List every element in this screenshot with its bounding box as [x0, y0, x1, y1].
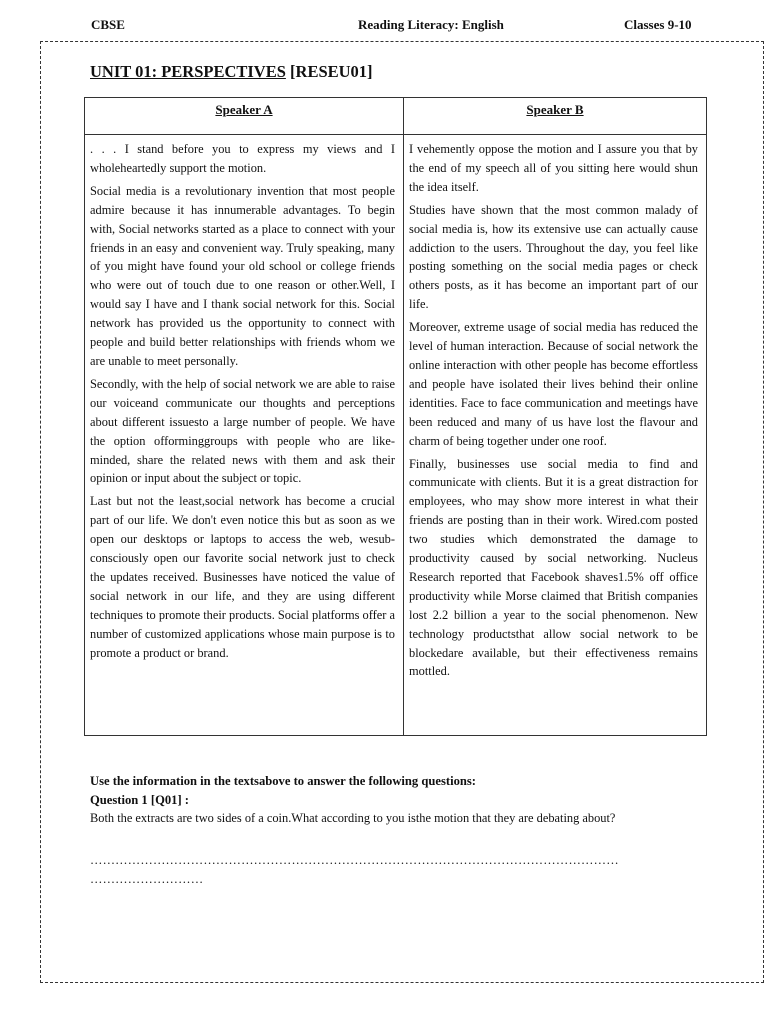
speaker-b-paragraph: I vehemently oppose the motion and I assure you that by the end of my speech all of you sitting here would shun the idea itself.	[409, 142, 698, 194]
speaker-b-heading: Speaker B	[404, 98, 707, 135]
speaker-b-paragraph: Finally, businesses use social media to find and communicate with clients. But it is a great distraction for employees, who may show more interest in what their friends are posting than in their work. Wired.com posted two studies which demonstrated the damage to productivity caused by social networking. Nucleus Research reported that Facebook shaves1.5% off office productivity while Morse claimed that British companies lost 2.2 billion a year to the social phenomenon. New technology productsthat allow social network to be blockedare available, but their effectiveness remains mottled.	[409, 456, 698, 679]
speaker-b-paragraph: Studies have shown that the most common malady of social media is, how its extensive use can actually cause addiction to the users. Throughout the day, you feel like posting something on the social media pages or check others posts, as it has become an important part of our life.	[409, 202, 698, 312]
speaker-a-cell	[85, 135, 404, 736]
speaker-a-heading: Speaker A	[85, 98, 404, 135]
answer-line: ………………………………………………………………………………………………………………	[90, 853, 619, 867]
unit-title-text: UNIT 01: PERSPECTIVES	[90, 62, 286, 81]
question-1-text: Both the extracts are two sides of a coin.What according to you isthe motion that they are debating about?	[90, 811, 616, 825]
header-classes: Classes 9-10	[624, 17, 692, 32]
speaker-a-paragraph: Secondly, with the help of social network we are able to raise our voiceand communicate our thoughts and perceptions about different issuesto a large number of people. We have the option offorminggroups with people who are like-minded, share the related news with them and ask their opinion or input about the subject or topic.	[90, 376, 395, 486]
speaker-b-paragraph: Moreover, extreme usage of social media has reduced the level of human interaction. Because of social network the online interaction with other people has become effortless and people have isolated their lives behind their online identities. Face to face communication and meetings have been reduced and many of us have lost the flavour and charm of being together under one roof.	[409, 320, 698, 448]
speaker-a-paragraph: Social media is a revolutionary invention that most people admire because it has innumerable advantages. To begin with, Social networks started as a place to connect with your friends in an easy and convenient way. Truly speaking, many of you might have found your old school or college friends who were out of touch due to one reason or other.Well, I would say I have and I thank social network for this. Social network has provided us the opportunity to connect with people and build better relationships with friends whom we are unable to meet personally.	[90, 183, 395, 368]
table-body-row	[85, 135, 707, 736]
speaker-b-cell	[404, 135, 707, 736]
debate-table	[84, 97, 707, 736]
answer-line: ………………………	[90, 871, 204, 886]
speaker-a-paragraph: . . . I stand before you to express my views and I wholeheartedly support the motion.	[90, 142, 395, 175]
speaker-a-paragraph: Last but not the least,social network has become a crucial part of our life. We don't even notice this but as soon as we open our desktops or laptops to access the web, wesub-consciously open our favorite social network just to check the updates received. Businesses have noticed the value of social network in our life, and they are using different techniques to promote their products. Social platforms offer a number of customized applications whose main purpose is to promote a product or brand.	[90, 494, 395, 660]
header-subject: Reading Literacy: English	[358, 17, 504, 32]
questions-section	[90, 772, 710, 828]
answer-lines	[90, 851, 619, 888]
unit-code: [RESEU01]	[290, 62, 373, 81]
question-1-label: Question 1 [Q01] :	[90, 792, 189, 807]
table-header-row	[85, 98, 707, 135]
questions-intro: Use the information in the textsabove to answer the following questions:	[90, 774, 476, 788]
header-board: CBSE	[91, 17, 125, 32]
unit-title	[90, 62, 373, 82]
